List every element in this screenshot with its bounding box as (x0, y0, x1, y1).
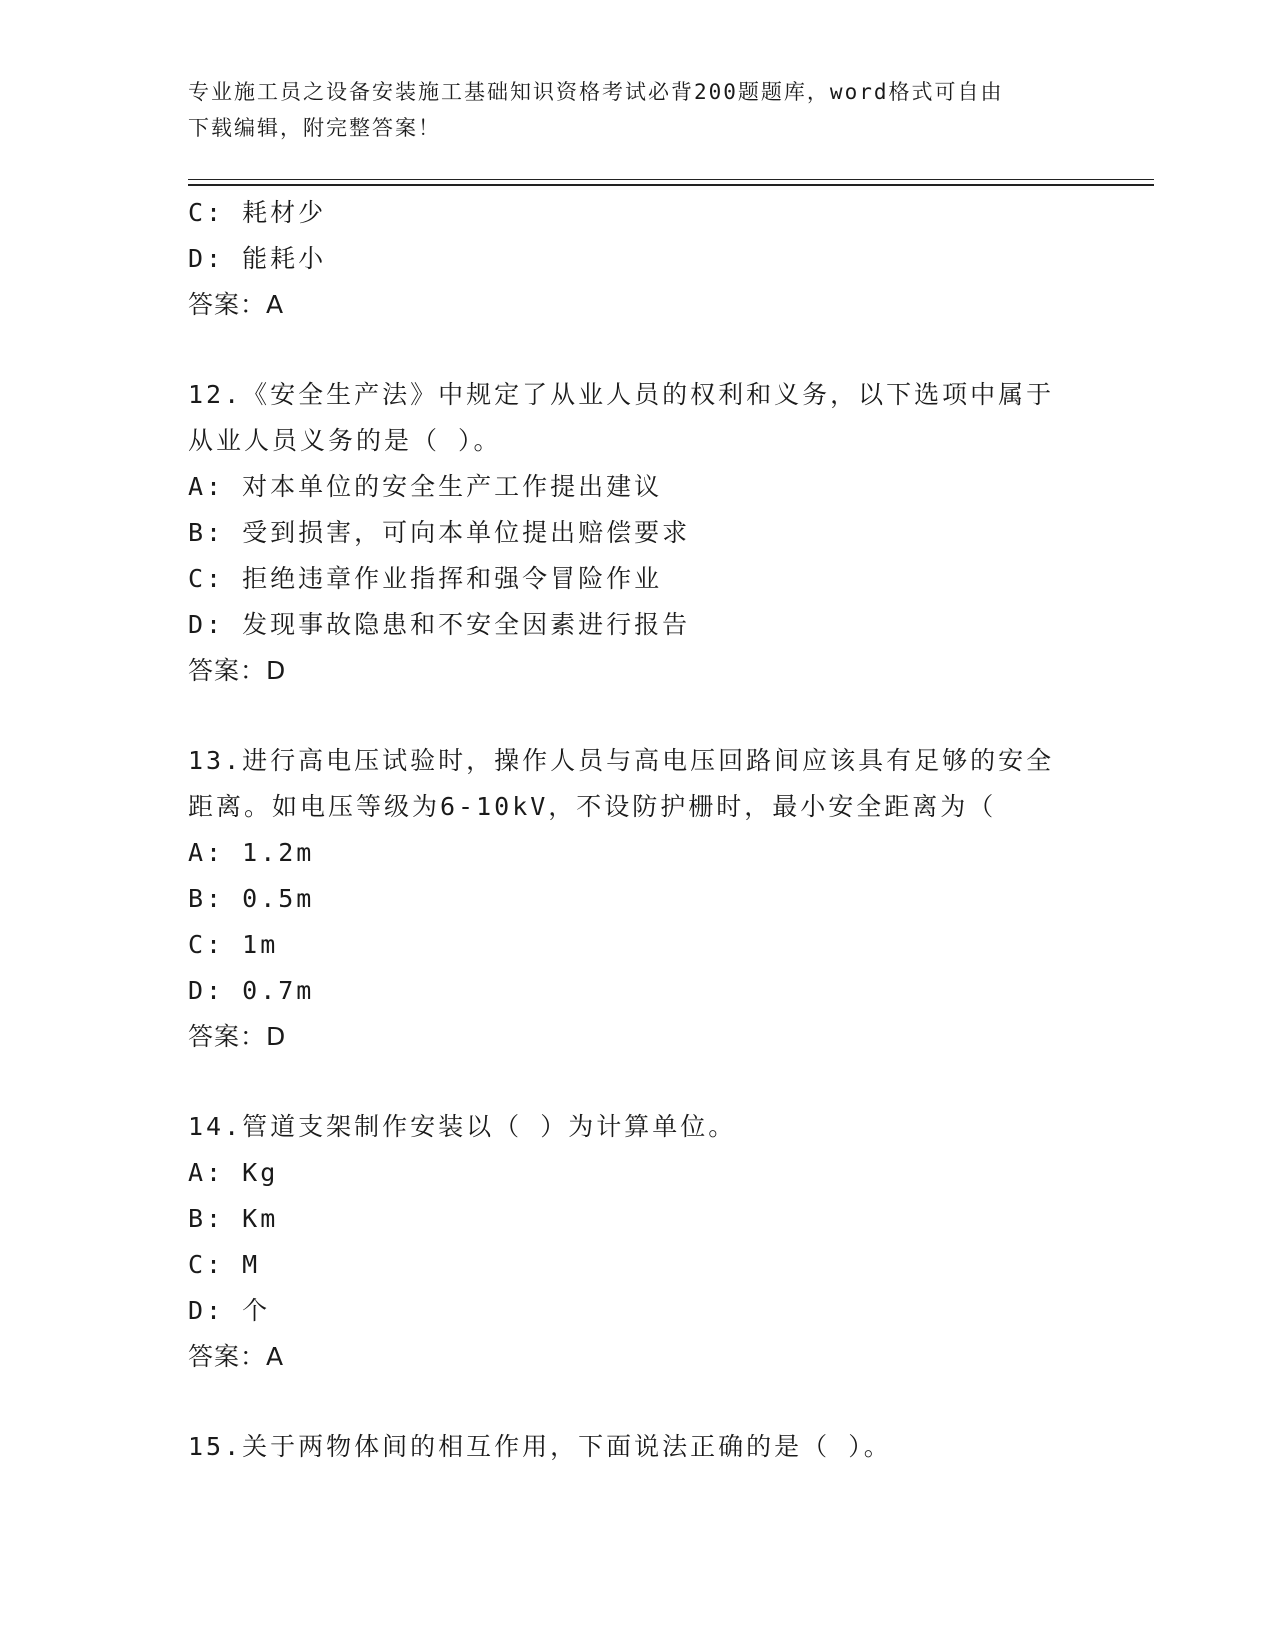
option-c: C: 1m (188, 930, 279, 959)
answer: 答案：A (188, 290, 285, 319)
option-c: C: M (188, 1250, 261, 1279)
option-d: D: 个 (188, 1296, 271, 1325)
option-a: A: 1.2m (188, 838, 315, 867)
option-a: A: 对本单位的安全生产工作提出建议 (188, 472, 663, 501)
question-13 (188, 738, 1088, 1060)
question-stem: 14.管道支架制作安装以（ ）为计算单位。 (188, 1112, 737, 1141)
question-14 (188, 1104, 1088, 1380)
answer: 答案：D (188, 1022, 287, 1051)
option-d: D: 发现事故隐患和不安全因素进行报告 (188, 610, 691, 639)
header-divider-thick (188, 184, 1154, 186)
question-stem: 13.进行高电压试验时，操作人员与高电压回路间应该具有足够的安全 (188, 746, 1055, 775)
option-c: C: 耗材少 (188, 198, 327, 227)
question-stem: 15.关于两物体间的相互作用，下面说法正确的是（ ）。 (188, 1432, 892, 1461)
answer: 答案：D (188, 656, 287, 685)
question-11-continuation (188, 190, 1088, 328)
option-d: D: 能耗小 (188, 244, 327, 273)
question-15 (188, 1424, 1088, 1470)
question-stem: 距离。如电压等级为6-10kV，不设防护栅时，最小安全距离为（ (188, 792, 997, 821)
option-c: C: 拒绝违章作业指挥和强令冒险作业 (188, 564, 663, 593)
question-stem: 从业人员义务的是（ ）。 (188, 426, 502, 455)
header-divider-thin (188, 179, 1154, 180)
header-line-1: 专业施工员之设备安装施工基础知识资格考试必背200题题库，word格式可自由 (188, 80, 1004, 104)
question-12 (188, 372, 1088, 694)
option-b: B: 0.5m (188, 884, 315, 913)
document-body (188, 190, 1088, 1470)
answer: 答案：A (188, 1342, 285, 1371)
document-header (188, 74, 1068, 146)
option-a: A: Kg (188, 1158, 279, 1187)
option-b: B: Km (188, 1204, 279, 1233)
option-d: D: 0.7m (188, 976, 315, 1005)
question-stem: 12.《安全生产法》中规定了从业人员的权利和义务，以下选项中属于 (188, 380, 1055, 409)
option-b: B: 受到损害，可向本单位提出赔偿要求 (188, 518, 691, 547)
header-line-2: 下载编辑，附完整答案！ (188, 116, 441, 140)
